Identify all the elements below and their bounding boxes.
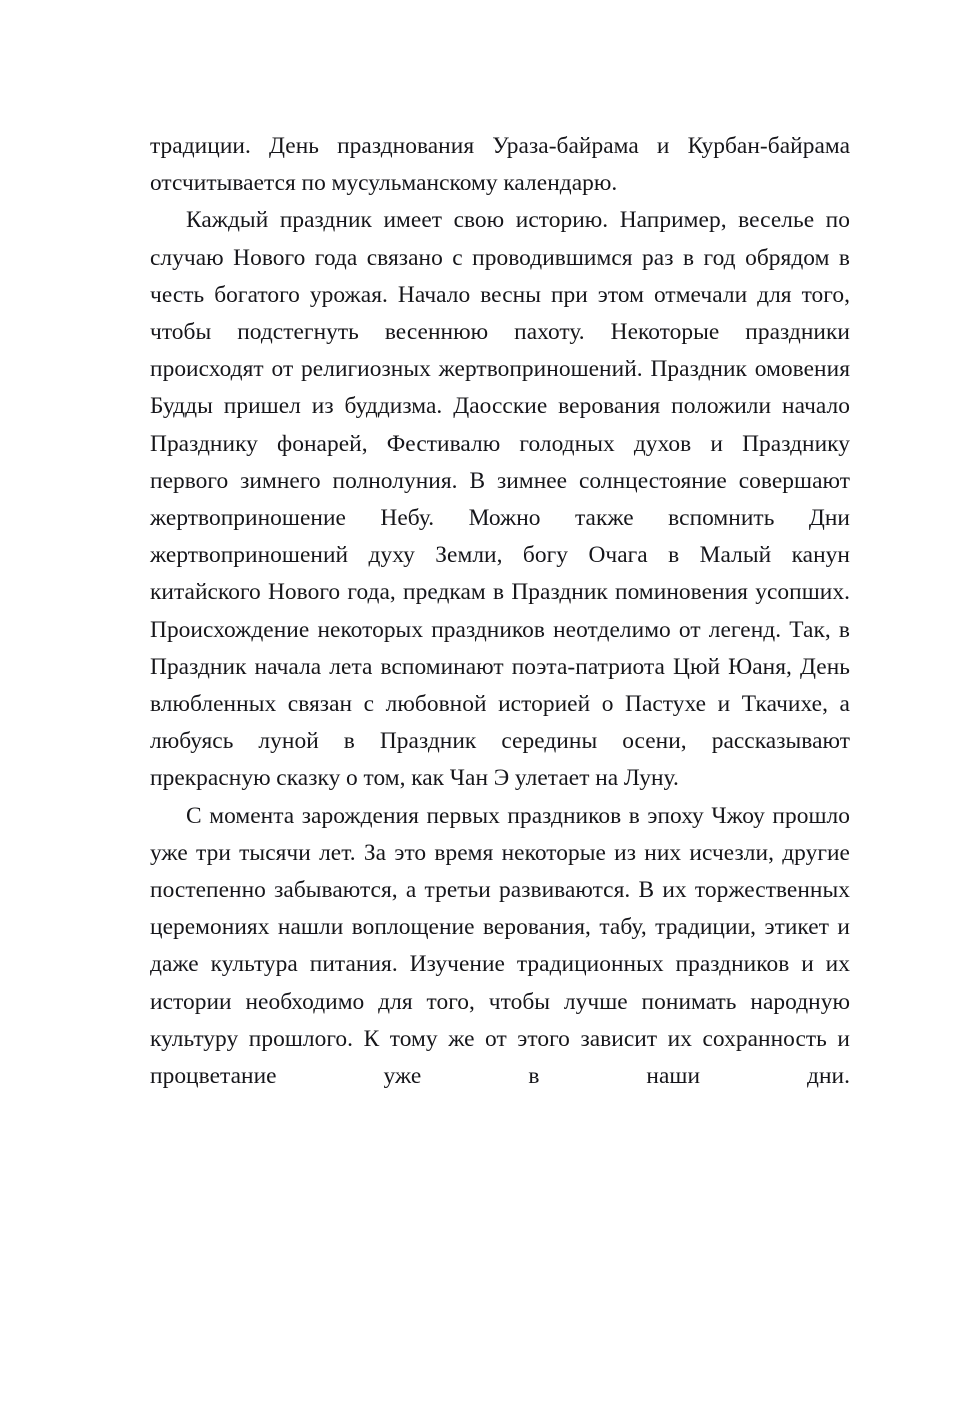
page-text-block: [150, 128, 850, 1095]
paragraph-continued: традиции. День празднования Ураза-байрама и Курбан-байрама отсчитывается по мусульманскому календарю.: [150, 133, 850, 197]
paragraph-holiday-origins: Каждый праздник имеет свою историю. Например, веселье по случаю Нового года связано с проводившимся раз в год обрядом в честь богатого урожая. Начало весны при этом отмечали для того, чтобы подстегнуть весеннюю пахоту. Некоторые праздники происходят от религиозных жертвоприношений. Праздник омовения Будды пришел из буддизма. Даосские верования положили начало Празднику фонарей, Фестивалю голодных духов и Празднику первого зимнего полнолуния. В зимнее солнцестояние совершают жертвоприношение Небу. Можно также вспомнить Дни жертвоприношений духу Земли, богу Очага в Малый канун китайского Нового года, предкам в Праздник поминовения усопших. Происхождение некоторых праздников неотделимо от легенд. Так, в Праздник начала лета вспоминают поэта-патриота Цюй Юаня, День влюбленных связан с любовной историей о Пастухе и Ткачихе, а любуясь луной в Праздник середины осени, рассказывают прекрасную сказку о том, как Чан Э улетает на Луну.: [150, 207, 850, 792]
paragraph-three-thousand-years: С момента зарождения первых праздников в эпоху Чжоу прошло уже три тысячи лет. За это время некоторые из них исчезли, другие постепенно забываются, а третьи развиваются. В их торжественных церемониях нашли воплощение верования, табу, традиции, этикет и даже культура питания. Изучение традиционных праздников и их истории необходимо для того, чтобы лучше понимать народную культуру прошлого. К тому же от этого зависит их сохранность и процветание уже в наши дни.: [150, 802, 850, 1090]
